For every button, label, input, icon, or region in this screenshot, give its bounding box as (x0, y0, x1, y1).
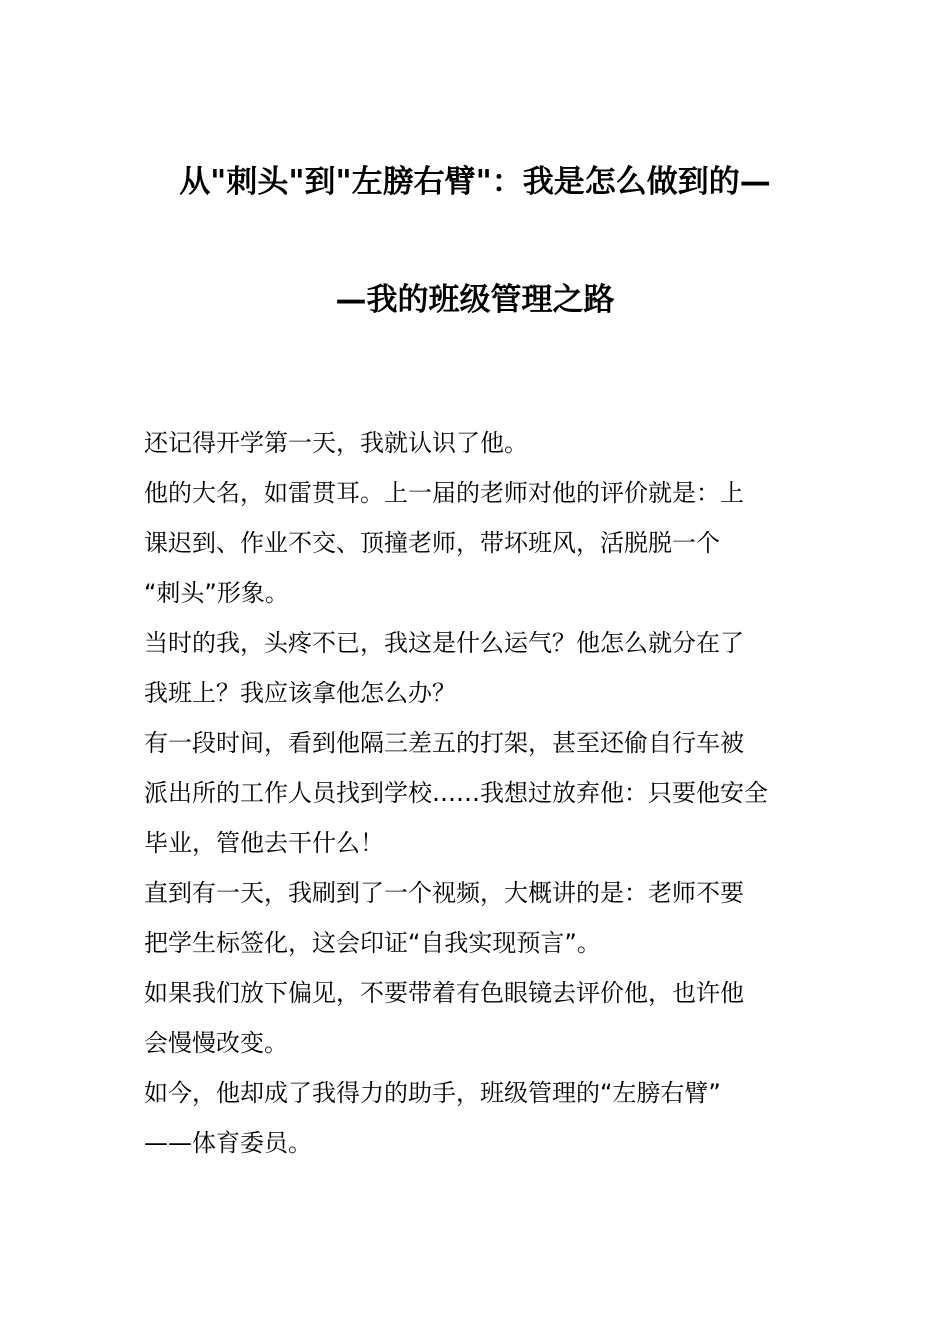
body-line: 还记得开学第一天，我就认识了他。 (144, 429, 528, 457)
document-body (144, 418, 808, 1168)
body-line: 课迟到、作业不交、顶撞老师，带坏班风，活脱脱一个 (144, 529, 720, 557)
document-title-line-1: 从"刺头"到"左膀右臂"：我是怎么做到的— (179, 164, 771, 200)
body-line: 直到有一天，我刷到了一个视频，大概讲的是：老师不要 (144, 879, 744, 907)
body-line: 毕业，管他去干什么！ (144, 829, 384, 857)
body-line: 有一段时间，看到他隔三差五的打架，甚至还偷自行车被 (144, 729, 744, 757)
body-line: 如今，他却成了我得力的助手，班级管理的“左膀右臂” (144, 1079, 721, 1107)
body-line: 派出所的工作人员找到学校……我想过放弃他：只要他安全 (144, 779, 768, 807)
body-line: 如果我们放下偏见，不要带着有色眼镜去评价他，也许他 (144, 979, 744, 1007)
body-line: 把学生标签化，这会印证“自我实现预言”。 (144, 929, 601, 957)
document-title-line-2: —我的班级管理之路 (335, 282, 615, 318)
body-line: 会慢慢改变。 (144, 1029, 288, 1057)
body-line: “刺头”形象。 (144, 579, 289, 607)
body-line: 当时的我，头疼不已，我这是什么运气？他怎么就分在了 (144, 629, 744, 657)
body-line: ——体育委员。 (144, 1129, 312, 1157)
body-line: 他的大名，如雷贯耳。上一届的老师对他的评价就是：上 (144, 479, 744, 507)
body-line: 我班上？我应该拿他怎么办？ (144, 679, 456, 707)
